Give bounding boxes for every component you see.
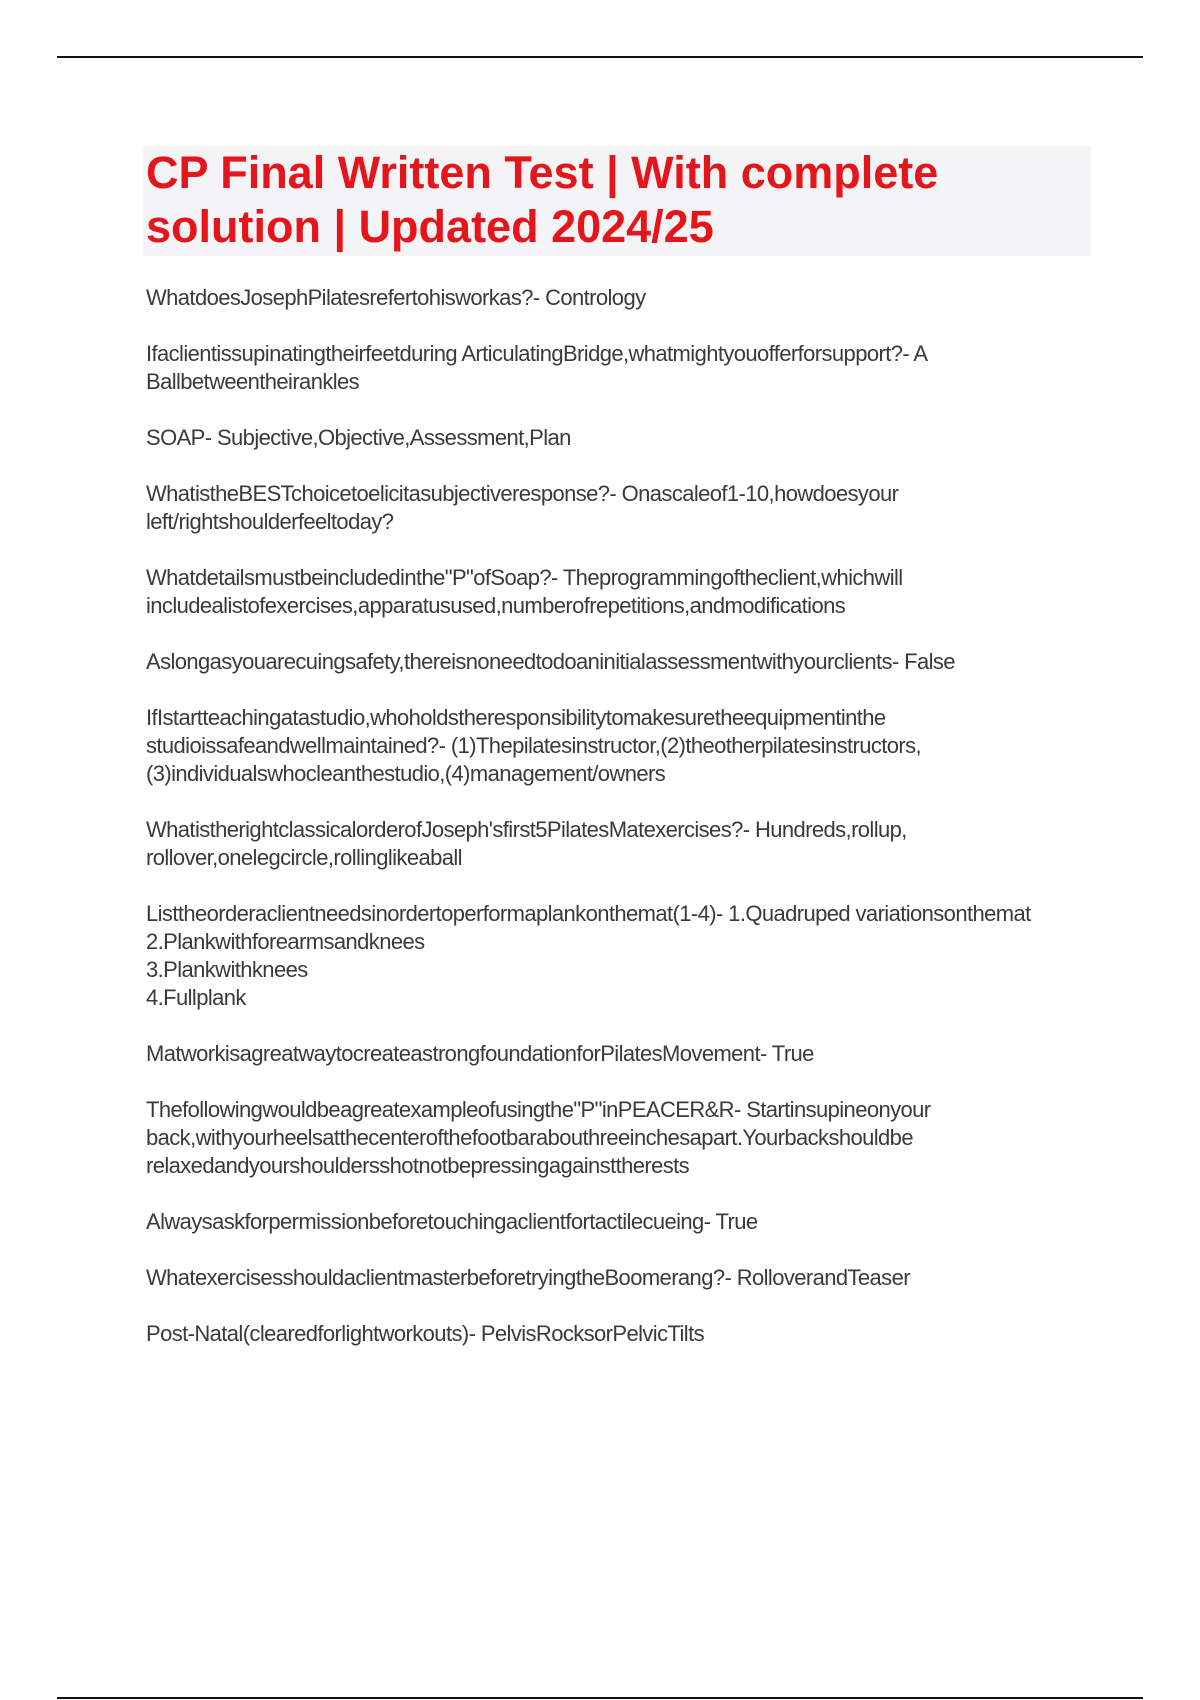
qa-list	[146, 284, 1091, 1376]
qa-item: Aslongasyouarecuingsafety,thereisnoneedtodoaninitialassessmentwithyourclients- False	[146, 649, 955, 674]
qa-item: Listtheorderaclientneedsinordertoperformaplankonthemat(1-4)- 1.Quadruped variationsonthemat 2.Plankwithforearmsandknees 3.Plankwithknees 4.Fullplank	[146, 901, 1031, 1010]
qa-item: SOAP- Subjective,Objective,Assessment,Plan	[146, 425, 571, 450]
qa-item: Post-Natal(clearedforlightworkouts)- PelvisRocksorPelvicTilts	[146, 1321, 704, 1346]
qa-item: WhatistherightclassicalorderofJoseph'sfirst5PilatesMatexercises?- Hundreds,rollup, rollover,onelegcircle,rollinglikeaball	[146, 817, 907, 870]
qa-item: WhatexercisesshouldaclientmasterbeforetryingtheBoomerang?- RolloverandTeaser	[146, 1265, 910, 1290]
footer-rule	[57, 1697, 1143, 1699]
qa-item: Whatdetailsmustbeincludedinthe"P"ofSoap?- Theprogrammingoftheclient,whichwill includealistofexercises,apparatusused,numberofrepetitions,andmodifications	[146, 565, 903, 618]
qa-item: IfIstartteachingatastudio,whoholdstheresponsibilitytomakesuretheequipmentinthe studioissafeandwellmaintained?- (1)Thepilatesinstructor,(2)theotherpilatesinstructors, (3)individualswhocleanthestudio,(4)management/owners	[146, 705, 922, 786]
qa-item: Ifaclientissupinatingtheirfeetduring ArticulatingBridge,whatmightyouofferforsupport?- A Ballbetweentheirankles	[146, 341, 927, 394]
document-title: CP Final Written Test | With complete solution | Updated 2024/25	[146, 147, 939, 252]
qa-item: WhatdoesJosephPilatesrefertohisworkas?- Contrology	[146, 285, 646, 310]
qa-item: WhatistheBESTchoicetoelicitasubjectiveresponse?- Onascaleof1-10,howdoesyour left/rightshoulderfeeltoday?	[146, 481, 899, 534]
qa-item: Thefollowingwouldbeagreatexampleofusingthe"P"inPEACER&R- Startinsupineonyour back,withyourheelsatthecenterofthefootbarabouthreeinchesapart.Yourbackshouldbe relaxedandyourshouldersshotnotbepressingagainsttherests	[146, 1097, 931, 1178]
qa-item: Alwaysaskforpermissionbeforetouchingaclientfortactilecueing- True	[146, 1209, 758, 1234]
header-rule	[57, 56, 1143, 58]
qa-item: MatworkisagreatwaytocreateastrongfoundationforPilatesMovement- True	[146, 1041, 814, 1066]
